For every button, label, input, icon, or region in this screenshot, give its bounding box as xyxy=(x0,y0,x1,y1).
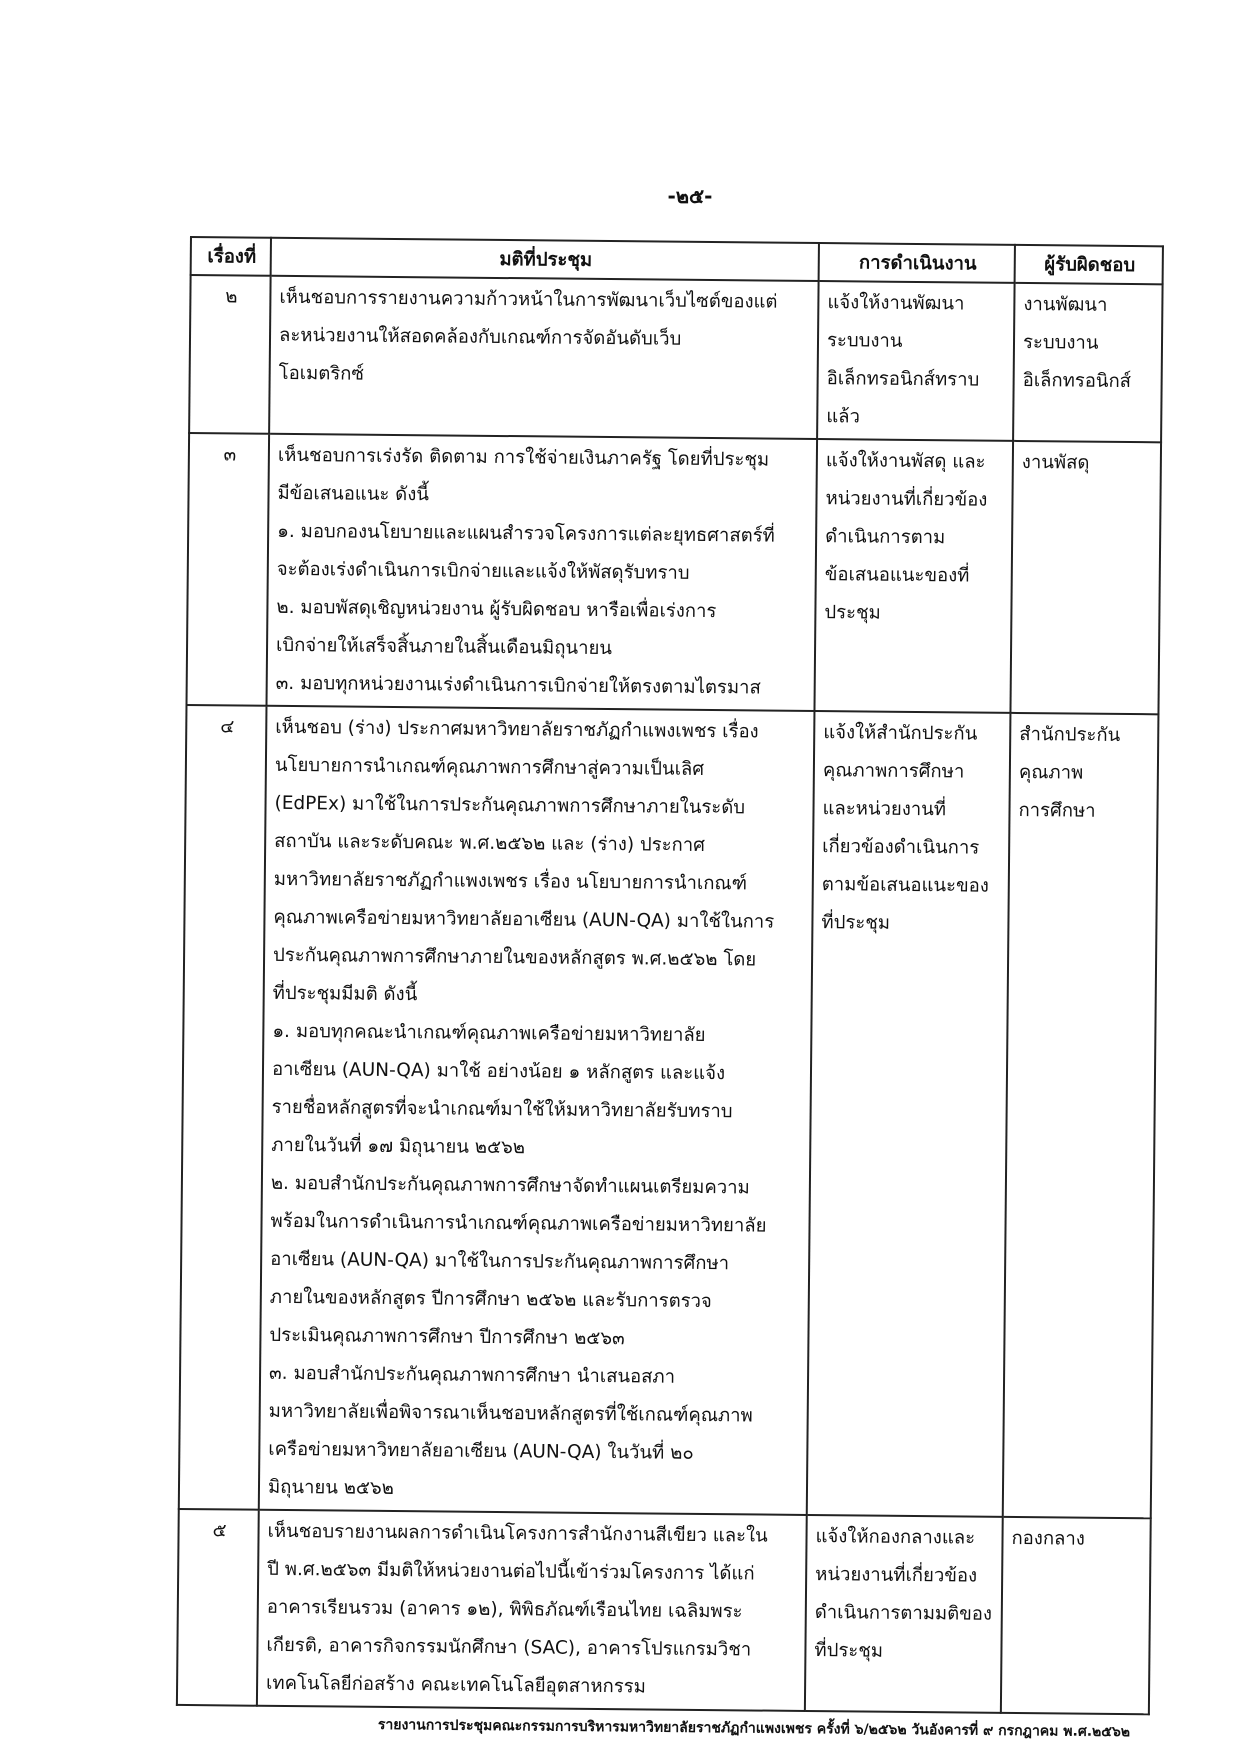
resolution-line: ๑. มอบกองนโยบายและแผนสำรวจโครงการแต่ละยุทธศาสตร์ที่ xyxy=(277,520,775,547)
resolution-line: ภายในของหลักสูตร ปีการศึกษา ๒๕๖๒ และรับการตรวจ xyxy=(269,1286,712,1313)
action-line: แล้ว xyxy=(826,406,861,428)
resolution-line: เห็นชอบการรายงานความก้าวหน้าในการพัฒนาเว็บไซต์ของแต่ xyxy=(279,286,778,313)
resolution-line: มหาวิทยาลัยเพื่อพิจารณาเห็นชอบหลักสูตรที่ใช้เกณฑ์คุณภาพ xyxy=(268,1400,753,1427)
resolution-line: เครือข่ายมหาวิทยาลัยอาเซียน (AUN-QA) ในวันที่ ๒๐ xyxy=(268,1438,694,1464)
responsible-cell xyxy=(1001,1517,1151,1714)
resolution-cell xyxy=(259,706,815,1515)
resolution-line: ภายในวันที่ ๑๗ มิถุนายน ๒๕๖๒ xyxy=(271,1134,526,1159)
responsible-line: อิเล็กทรอนิกส์ xyxy=(1022,369,1132,393)
resolution-line: อาเซียน (AUN-QA) มาใช้ อย่างน้อย ๑ หลักสูตร และแจ้ง xyxy=(271,1058,726,1085)
action-line: อิเล็กทรอนิกส์ทราบ xyxy=(826,368,980,391)
resolution-line: เห็นชอบ (ร่าง) ประกาศมหาวิทยาลัยราชภัฏกำแพงเพชร เรื่อง xyxy=(275,716,759,743)
resolution-line: ประเมินคุณภาพการศึกษา ปีการศึกษา ๒๕๖๓ xyxy=(269,1324,625,1350)
item-number: ๒ xyxy=(189,275,271,434)
resolution-line: ละหน่วยงานให้สอดคล้องกับเกณฑ์การจัดอันดับเว็บ xyxy=(278,324,682,350)
header-item-number: เรื่องที่ xyxy=(191,237,271,276)
action-line: ที่ประชุม xyxy=(821,912,891,934)
responsible-cell xyxy=(1003,713,1159,1518)
responsible-line: กองกลาง xyxy=(1011,1527,1085,1550)
page-number: -๒๕- xyxy=(667,184,713,208)
responsible-cell xyxy=(1010,441,1161,714)
header-resolution: มติที่ประชุม xyxy=(271,238,819,281)
table-row xyxy=(189,275,1162,442)
responsible-line: งานพัฒนา xyxy=(1023,294,1108,316)
resolution-line: อาเซียน (AUN-QA) มาใช้ในการประกันคุณภาพการศึกษา xyxy=(270,1248,730,1275)
resolution-line: ที่ประชุมมีมติ ดังนี้ xyxy=(272,982,418,1006)
action-line: ตามข้อเสนอแนะของ xyxy=(821,874,989,897)
page-footer: รายงานการประชุมคณะกรรมการบริหารมหาวิทยาลัยราชภัฏกำแพงเพชร ครั้งที่ ๖/๒๕๖๒ วันอังคารที่ ๙ กรกฎาคม พ.ศ.๒๕๖๒ xyxy=(377,1716,1131,1741)
action-line: ข้อเสนอแนะของที่ xyxy=(824,564,970,587)
resolution-line: จะต้องเร่งดำเนินการเบิกจ่ายและแจ้งให้พัสดุรับทราบ xyxy=(276,558,690,584)
resolution-line: เห็นชอบการเร่งรัด ติดตาม การใช้จ่ายเงินภาครัฐ โดยที่ประชุม xyxy=(277,444,770,471)
resolutions-table xyxy=(176,236,1164,1715)
resolution-line: ๓. มอบทุกหน่วยงานเร่งดำเนินการเบิกจ่ายให้ตรงตามไตรมาส xyxy=(275,672,761,699)
resolution-line: มีข้อเสนอแนะ ดังนี้ xyxy=(277,482,430,506)
resolution-line: เกียรติ, อาคารกิจกรรมนักศึกษา (SAC), อาคารโปรแกรมวิชา xyxy=(266,1634,752,1661)
action-line: ดำเนินการตามมติของ xyxy=(814,1602,993,1625)
header-action: การดำเนินงาน xyxy=(819,243,1015,283)
resolution-cell xyxy=(257,1510,807,1711)
action-cell xyxy=(805,1515,1003,1713)
resolution-line: นโยบายการนำเกณฑ์คุณภาพการศึกษาสู่ความเป็นเลิศ xyxy=(274,754,705,780)
action-line: หน่วยงานที่เกี่ยวข้อง xyxy=(825,488,988,511)
action-line: แจ้งให้สำนักประกัน xyxy=(823,722,978,745)
table-row xyxy=(179,705,1159,1518)
resolution-line: ๑. มอบทุกคณะนำเกณฑ์คุณภาพเครือข่ายมหาวิทยาลัย xyxy=(272,1020,706,1046)
responsible-line: คุณภาพ xyxy=(1018,761,1084,784)
resolution-line: รายชื่อหลักสูตรที่จะนำเกณฑ์มาใช้ให้มหาวิทยาลัยรับทราบ xyxy=(271,1096,733,1123)
resolution-line: ๓. มอบสำนักประกันคุณภาพการศึกษา นำเสนอสภา xyxy=(268,1362,676,1388)
resolution-line: เทคโนโลยีก่อสร้าง คณะเทคโนโลยีอุตสาหกรรม xyxy=(266,1672,646,1698)
action-line: ดำเนินการตาม xyxy=(825,526,946,549)
action-line: เกี่ยวข้องดำเนินการ xyxy=(822,836,980,859)
item-number: ๔ xyxy=(179,705,267,1510)
action-cell xyxy=(814,439,1013,713)
resolution-line: สถาบัน และระดับคณะ พ.ศ.๒๕๖๒ และ (ร่าง) ประกาศ xyxy=(274,830,706,856)
item-number: ๓ xyxy=(186,433,269,706)
resolution-line: โอเมตริกซ์ xyxy=(278,362,365,385)
resolution-line: มิถุนายน ๒๕๖๒ xyxy=(267,1476,395,1500)
resolution-line: เบิกจ่ายให้เสร็จสิ้นภายในสิ้นเดือนมิถุนายน xyxy=(275,634,613,660)
resolution-line: ประกันคุณภาพการศึกษาภายในของหลักสูตร พ.ศ.๒๕๖๒ โดย xyxy=(272,944,757,971)
resolution-line: ปี พ.ศ.๒๕๖๓ มีมติให้หน่วยงานต่อไปนี้เข้าร่วมโครงการ ได้แก่ xyxy=(267,1558,755,1585)
action-cell xyxy=(807,711,1011,1517)
responsible-line: การศึกษา xyxy=(1018,799,1096,822)
resolution-line: อาคารเรียนรวม (อาคาร ๑๒), พิพิธภัณฑ์เรือนไทย เฉลิมพระ xyxy=(266,1596,743,1623)
action-line: คุณภาพการศึกษา xyxy=(822,760,965,783)
resolution-line: ๒. มอบพัสดุเชิญหน่วยงาน ผู้รับผิดชอบ หารือเพื่อเร่งการ xyxy=(276,596,717,623)
responsible-line: งานพัสดุ xyxy=(1021,451,1090,474)
action-line: ที่ประชุม xyxy=(814,1640,884,1662)
table-row xyxy=(186,433,1161,714)
action-line: แจ้งให้งานพัฒนา xyxy=(827,292,965,315)
resolution-line: เห็นชอบรายงานผลการดำเนินโครงการสำนักงานสีเขียว และใน xyxy=(267,1520,768,1547)
action-line: ประชุม xyxy=(824,602,881,624)
resolution-cell xyxy=(266,434,817,711)
action-line: และหน่วยงานที่ xyxy=(822,798,947,821)
table-row xyxy=(177,1509,1151,1714)
action-cell xyxy=(817,281,1015,441)
resolution-line: ๒. มอบสำนักประกันคุณภาพการศึกษาจัดทำแผนเตรียมความ xyxy=(270,1172,750,1199)
responsible-cell xyxy=(1013,283,1163,442)
action-line: แจ้งให้กองกลางและ xyxy=(815,1526,976,1549)
action-line: แจ้งให้งานพัสดุ และ xyxy=(825,450,986,473)
resolution-line: มหาวิทยาลัยราชภัฏกำแพงเพชร เรื่อง นโยบายการนำเกณฑ์ xyxy=(273,868,748,895)
resolution-line: (EdPEx) มาใช้ในการประกันคุณภาพการศึกษาภายในระดับ xyxy=(274,792,746,819)
action-line: ระบบงาน xyxy=(826,330,903,352)
header-responsible: ผู้รับผิดชอบ xyxy=(1015,245,1163,284)
action-line: หน่วยงานที่เกี่ยวข้อง xyxy=(815,1564,978,1587)
resolution-line: พร้อมในการดำเนินการนำเกณฑ์คุณภาพเครือข่ายมหาวิทยาลัย xyxy=(270,1210,767,1237)
responsible-line: ระบบงาน xyxy=(1022,332,1099,354)
item-number: ๕ xyxy=(177,1509,259,1706)
resolution-line: คุณภาพเครือข่ายมหาวิทยาลัยอาเซียน (AUN-QA) มาใช้ในการ xyxy=(273,906,775,933)
responsible-line: สำนักประกัน xyxy=(1019,723,1121,746)
resolution-cell xyxy=(269,276,818,439)
